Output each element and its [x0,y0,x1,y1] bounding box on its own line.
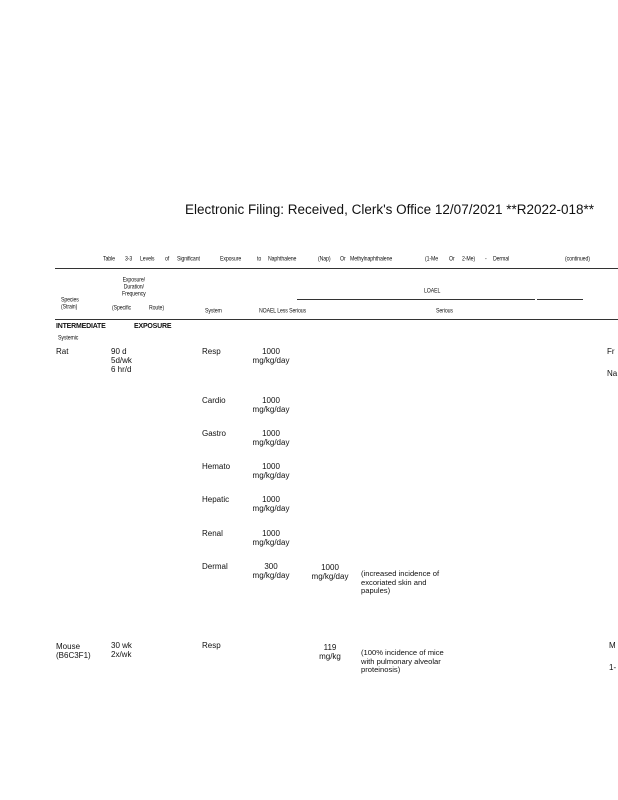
row-rat-noael-resp [254,347,288,365]
row-mouse-species [56,642,91,660]
row-rat-species: Rat [56,347,69,356]
row-rat-exposure-line-3: 6 hr/d [111,365,132,374]
caption-methylnaphthalene: Methylnaphthalene [350,256,393,263]
row-rat-system-dermal: Dermal [202,562,228,571]
row-mouse-exposure-line-1: 30 wk [111,641,132,650]
row-rat-exposure-line-1: 90 d [111,347,127,356]
row-mouse-exposure [111,641,132,659]
caption-number: 3-3 [125,256,133,263]
caption-of: of [165,256,170,263]
noael-value: 1000 [262,529,280,538]
caption-dermal: Dermal [493,256,510,263]
header-exposure-route: Route) [149,305,164,312]
caption-naphthalene: Naphthalene [268,256,297,263]
caption-levels: Levels [140,256,155,263]
noael-unit: mg/kg/day [252,504,290,513]
caption-2me: 2-Me) [462,256,476,263]
caption-continued: (continued) [565,256,590,263]
caption-or-1: Or [340,256,346,263]
row-rat-system-gastro: Gastro [202,429,227,438]
row-rat-system-cardio: Cardio [202,396,226,405]
header-species-line-2: (Strain) [61,303,78,311]
header-serious: Serious [436,308,453,315]
row-rat-noael-cardio [254,396,288,414]
caption-1me: (1-Me [425,256,439,263]
noael-value: 1000 [262,347,280,356]
header-species-line-1: Species [61,297,79,304]
row-mouse-system-resp: Resp [202,641,221,650]
row-rat-effect-dermal: (increased incidence of excoriated skin and papules) [361,569,440,596]
row-rat-noael-renal [254,529,288,547]
header-exposure-line-3: Frequency [122,290,146,298]
row-mouse-species-line-1: Mouse [56,642,81,651]
row-mouse-edge-2: 1- [609,663,617,672]
section-systemic: Systemic [58,335,79,342]
noael-value: 1000 [262,462,280,471]
caption-significant: Significant [177,256,200,263]
row-rat-noael-dermal [254,562,288,580]
row-mouse-effect-resp: (100% incidence of mice with pulmonary alveolar proteinosis) [361,648,444,675]
caption-dash: - [485,256,487,263]
caption-to: to [257,256,262,263]
noael-value: 300 [264,562,278,571]
row-rat-edge-1: Fr [607,347,615,356]
header-exposure-line-2: Duration/ [123,283,144,291]
section-intermediate: INTERMEDIATE [56,323,106,330]
header-exposure [122,277,146,298]
row-rat-system-resp: Resp [202,347,221,356]
row-rat-exposure [111,347,132,374]
row-rat-noael-gastro [254,429,288,447]
section-exposure: EXPOSURE [134,323,172,330]
row-rat-loael-dermal [312,563,348,581]
noael-unit: mg/kg/day [252,405,290,414]
noael-value: 1000 [262,495,280,504]
noael-unit: mg/kg/day [252,538,290,547]
row-mouse-exposure-line-2: 2x/wk [111,650,132,659]
row-rat-exposure-line-2: 5d/wk [111,356,132,365]
header-species [61,297,79,311]
noael-value: 1000 [262,396,280,405]
loael-value: 1000 [321,563,339,572]
header-exposure-line-1: Exposure/ [122,277,146,284]
row-mouse-loael-resp [314,643,346,661]
row-rat-system-hepatic: Hepatic [202,495,230,504]
header-noael: NOAEL Less Serious [259,308,307,315]
caption-table: Table [103,256,115,263]
loael-rule-right [537,299,583,300]
row-mouse-species-line-2: (B6C3F1) [56,651,91,660]
loael-unit: mg/kg [319,652,341,661]
noael-unit: mg/kg/day [252,438,290,447]
header-exposure-specific: (Specific [112,305,131,312]
header-bottom-rule [55,319,618,320]
header-system: System [205,308,222,315]
row-rat-system-renal: Renal [202,529,223,538]
row-mouse-edge-1: M [609,641,616,650]
header-loael: LOAEL [424,288,441,295]
caption-or-2: Or [449,256,455,263]
caption-exposure: Exposure [220,256,242,263]
noael-unit: mg/kg/day [252,571,290,580]
noael-unit: mg/kg/day [252,356,290,365]
loael-rule [297,299,535,300]
loael-value: 119 [323,643,337,652]
row-rat-system-hemato: Hemato [202,462,231,471]
caption-nap: (Nap) [318,256,331,263]
noael-unit: mg/kg/day [252,471,290,480]
header-top-rule [55,268,618,269]
row-rat-noael-hepatic [254,495,288,513]
noael-value: 1000 [262,429,280,438]
row-rat-noael-hemato [254,462,288,480]
filing-banner: Electronic Filing: Received, Clerk's Office 12/07/2021 **R2022-018** [185,202,595,217]
loael-unit: mg/kg/day [311,572,349,581]
row-rat-edge-2: Na [607,369,618,378]
